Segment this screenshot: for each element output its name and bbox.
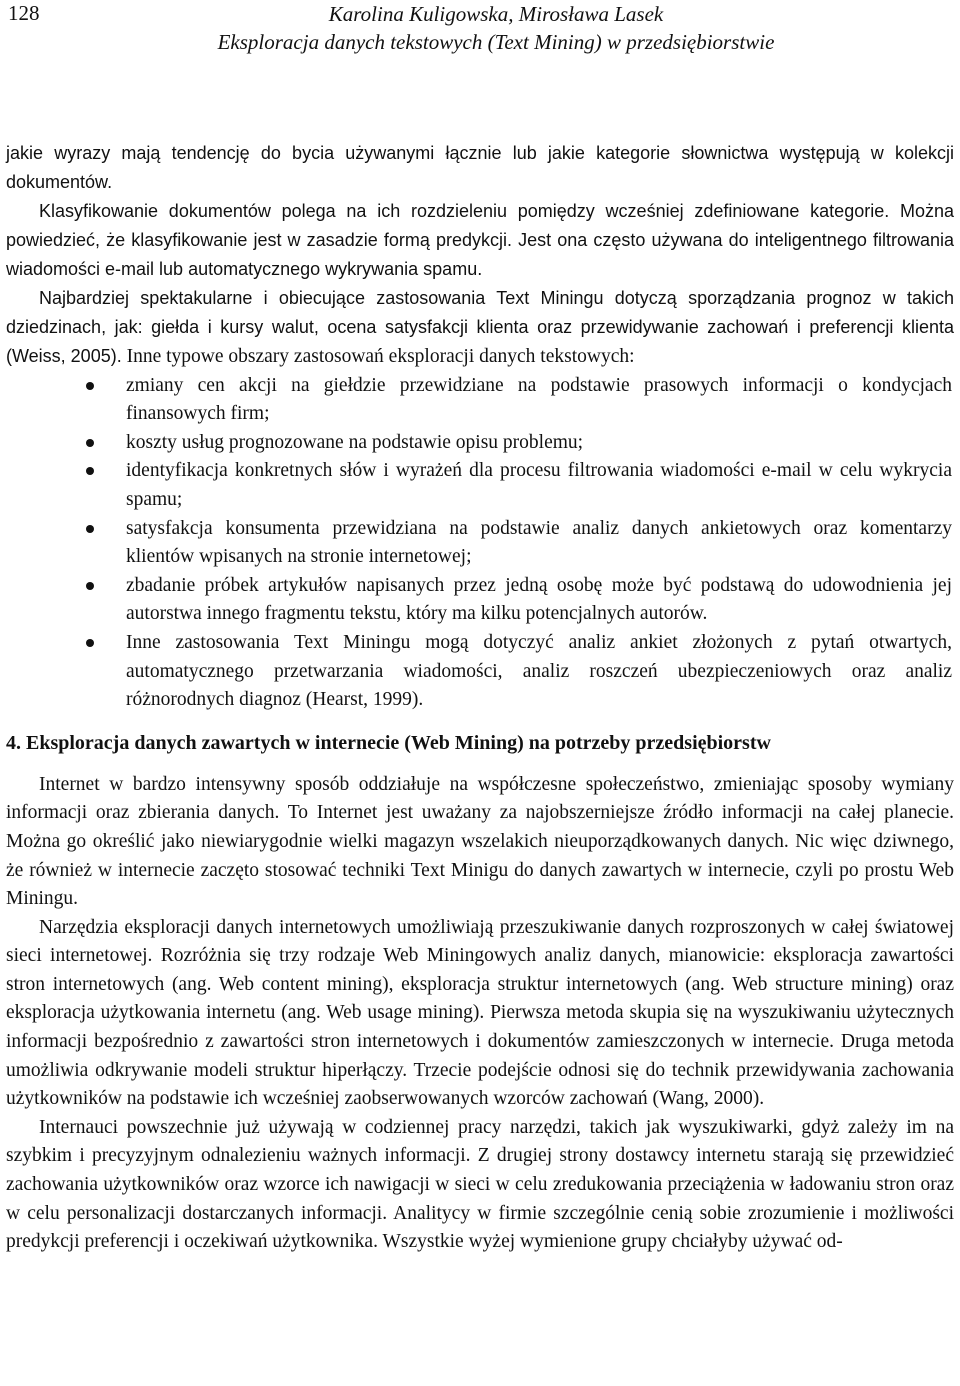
bullet-icon	[86, 439, 94, 447]
list-item	[126, 429, 952, 458]
list-item	[126, 515, 952, 572]
bullet-icon	[86, 639, 94, 647]
list-item	[126, 457, 952, 514]
list-item	[126, 572, 952, 629]
paragraph-applications	[6, 284, 954, 372]
bullet-list	[6, 372, 954, 715]
running-header	[0, 0, 960, 70]
list-item-text: identyfikacja konkretnych słów i wyrażeń dla procesu filtrowania wiadomości e-mail w celu wykrycia spamu;	[126, 460, 952, 510]
list-item-text: satysfakcja konsumenta przewidziana na podstawie analiz danych ankietowych oraz komentarzy klientów wpisanych na stronie internetowej;	[126, 517, 952, 568]
paragraph-web-mining-tools: Narzędzia eksploracji danych internetowych umożliwiają przeszukiwanie danych rozproszonych w całej światowej sieci internetowej. Rozróżnia się trzy rodzaje Web Miningowych analiz danych, mianowicie: eksploracja zawartości stron internetowych (ang. Web content mining), eksploracja struktur internetowych (ang. Web structure mining) oraz eksploracja użytkowania internetu (ang. Web usage mining). Pierwsza metoda skupia się na wyszukiwaniu użytecznych informacji bezpośrednio z zawartości stron internetowych i dokumentów zamieszczonych w internecie. Druga metoda umożliwia odkrywanie modeli struktur hiperłączy. Trzecie podejście odnosi się do technik przewidywania zachowania użytkowników na podstawie ich wcześniej zaobserwowanych wzorców zachowań (Wang, 2000).	[6, 916, 954, 1110]
paragraph-internet: Internet w bardzo intensywny sposób oddziałuje na współczesne społeczeństwo, zmieniając sposoby wymiany informacji oraz zbierania danych. To Internet jest uważany za najobszerniejsze źródło informacji na całej planecie. Można go określić jako niewiarygodnie wielki magazyn wszelakich nieuporządkowanych danych. Nic więc dziwnego, że również w internecie zaczęto stosować techniki Text Minigu do danych zawartych w internecie, czyli po prostu Web Miningu.	[6, 773, 954, 910]
paragraph-applications-sans: Najbardziej spektakularne i obiecujące zastosowania Text Miningu dotyczą sporządzania prognoz w takich dziedzinach, jak: giełda i kursy walut, ocena satysfakcji klienta oraz przewidywanie zachowań i preferencji klienta (Weiss, 2005).	[6, 288, 954, 366]
paragraph-classification: Klasyfikowanie dokumentów polega na ich rozdzieleniu pomiędzy wcześniej zdefiniowane kategorie. Można powiedzieć, że klasyfikowanie jest w zasadzie formą predykcji. Jest ona często używana do inteligentnego filtrowania wiadomości e-mail lub automatycznego wykrywania spamu.	[6, 201, 954, 279]
list-item-text: Inne zastosowania Text Miningu mogą dotyczyć analiz ankiet złożonych z pytań otwartych, automatycznego przetwarzania wiadomości, analiz roszczeń ubezpieczeniowych oraz analiz różnorodnych diagnoz (Hearst, 1999).	[126, 631, 952, 711]
bullet-icon	[86, 467, 94, 475]
bullet-icon	[86, 382, 94, 390]
page-number: 128	[8, 1, 40, 25]
list-item-text: koszty usług prognozowane na podstawie opisu problemu;	[126, 431, 584, 453]
list-item	[126, 372, 952, 429]
running-head-authors: Karolina Kuligowska, Mirosława Lasek	[328, 2, 664, 26]
paragraph-applications-serif: Inne typowe obszary zastosowań eksploracji danych tekstowych:	[121, 346, 635, 367]
body-text	[6, 139, 954, 1257]
running-head-title: Eksploracja danych tekstowych (Text Mining) w przedsiębiorstwie	[217, 30, 775, 54]
paragraph-internet-users: Internauci powszechnie już używają w codziennej pracy narzędzi, takich jak wyszukiwarki, gdyż zależy im na szybkim i precyzyjnym odnalezieniu ważnych informacji. Z drugiej strony dostawcy internetu starają się przewidzieć zachowania użytkowników oraz wzorce ich nawigacji w sieci w celu zredukowania przeciążenia w ładowaniu stron oraz w celu personalizacji dostarczanych informacji. Analitycy w firmie szczególnie cenią sobie zrozumienie i możliwości predykcji preferencji i oczekiwań użytkownika. Wszystkie wyżej wymienione grupy chciałyby używać od-	[6, 1116, 954, 1253]
list-item-text: zbadanie próbek artykułów napisanych przez jedną osobę może być podstawą do udowodnienia jej autorstwa innego fragmentu tekstu, który ma kilku potencjalnych autorów.	[126, 574, 952, 625]
list-item	[126, 629, 952, 715]
paragraph-continuation: jakie wyrazy mają tendencję do bycia używanymi łącznie lub jakie kategorie słownictwa występują w kolekcji dokumentów.	[6, 143, 954, 192]
list-item-text: zmiany cen akcji na giełdzie przewidziane na podstawie prasowych informacji o kondycjach finansowych firm;	[126, 374, 952, 425]
bullet-icon	[86, 525, 94, 533]
bullet-icon	[86, 582, 94, 590]
section-heading: 4. Eksploracja danych zawartych w internecie (Web Mining) na potrzeby przedsiębiorstw	[6, 731, 771, 754]
